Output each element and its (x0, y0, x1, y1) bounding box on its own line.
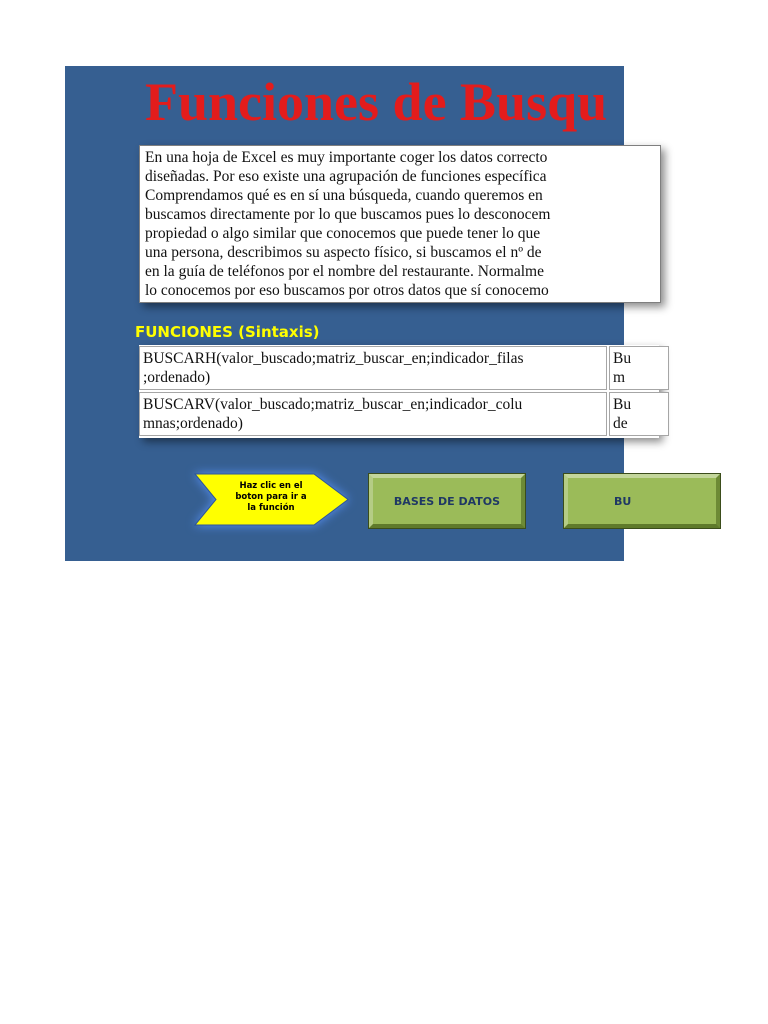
arrow-callout-text (228, 481, 314, 514)
description-cell-buscarv[interactable] (609, 392, 669, 436)
syntax-line: BUSCARH(valor_buscado;matriz_buscar_en;indicador_filas (143, 350, 524, 367)
intro-line: en la guía de teléfonos por el nombre del restaurante. Normalme (145, 263, 544, 280)
intro-line: diseñadas. Por eso existe una agrupación de funciones específica (145, 168, 547, 185)
description-line: m (613, 369, 626, 386)
sheet-panel (65, 66, 632, 561)
functions-table (139, 345, 659, 438)
description-cell-buscarh[interactable] (609, 346, 669, 390)
intro-line: una persona, describimos su aspecto físico, si buscamos el nº de (145, 244, 542, 261)
syntax-cell-buscarh[interactable] (139, 346, 607, 390)
table-row (139, 392, 659, 438)
syntax-line: mnas;ordenado) (143, 415, 243, 432)
page-title: Funciones de Busqu (145, 72, 608, 132)
syntax-cell-buscarv[interactable] (139, 392, 607, 436)
intro-line: lo conocemos por eso buscamos por otros datos que sí conocemo (145, 282, 549, 299)
busqueda-button[interactable]: BU (564, 474, 720, 528)
callout-line: boton para ir a (235, 492, 307, 502)
intro-line: propiedad o algo similar que conocemos que puede tener lo que (145, 225, 541, 242)
callout-line: la función (247, 503, 295, 513)
intro-line: buscamos directamente por lo que buscamos pues lo desconocem (145, 206, 551, 223)
description-line: Bu (613, 350, 632, 367)
table-row (139, 346, 659, 392)
bases-de-datos-button[interactable]: BASES DE DATOS (369, 474, 525, 528)
intro-line: Comprendamos qué es en sí una búsqueda, cuando queremos en (145, 187, 543, 204)
description-line: Bu (613, 396, 632, 413)
syntax-line: BUSCARV(valor_buscado;matriz_buscar_en;indicador_colu (143, 396, 523, 413)
description-line: de (613, 415, 628, 432)
intro-line: En una hoja de Excel es muy importante coger los datos correcto (145, 149, 548, 166)
functions-heading: FUNCIONES (Sintaxis) (135, 323, 320, 341)
intro-textbox (139, 145, 661, 303)
syntax-line: ;ordenado) (143, 369, 211, 386)
callout-line: Haz clic en el (239, 481, 303, 491)
